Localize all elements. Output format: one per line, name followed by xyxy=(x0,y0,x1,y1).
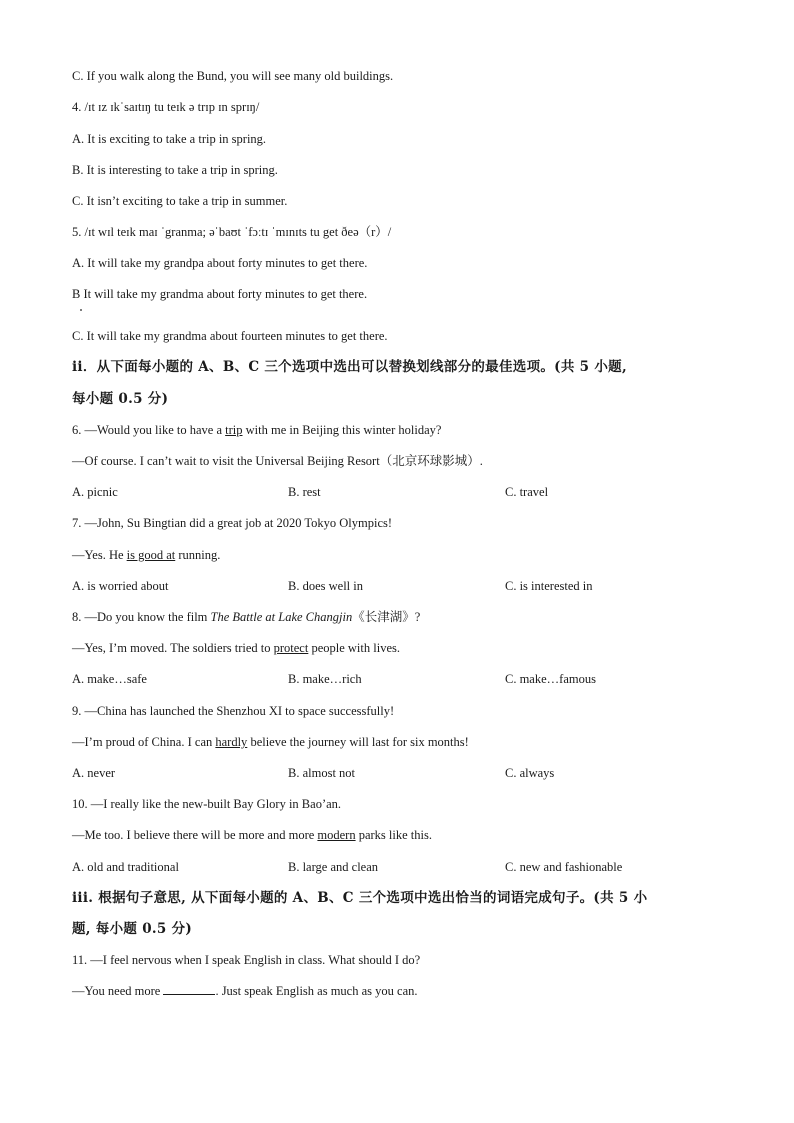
q9-option-b: B. almost not xyxy=(288,766,356,780)
q9-option-c: C. always xyxy=(505,766,555,780)
q11-response: —You need more . Just speak English as much as you can. xyxy=(72,984,418,998)
q6-option-c: C. travel xyxy=(505,485,549,499)
q10-underlined-word: modern xyxy=(317,828,356,842)
q5-phonetic: 5. /ɪt wɪl teɪk maɪ ˈgranma; əˈbaʊt ˈfɔːtɪ ˈmɪnɪts tu get ðeə（r）/ xyxy=(72,225,392,239)
q7-option-c: C. is interested in xyxy=(505,579,593,593)
q7-option-a: A. is worried about xyxy=(72,579,169,593)
q5-option-c: C. It will take my grandma about fourteen minutes to get there. xyxy=(72,329,388,343)
q5-option-b: B It will take my grandma about forty minutes to get there. xyxy=(72,287,368,301)
q4-option-a: A. It is exciting to take a trip in spring. xyxy=(72,132,267,146)
section-ii-heading-line1: ii．从下面每小题的 A、B、C 三个选项中选出可以替换划线部分的最佳选项。(共 5 小题, xyxy=(72,359,627,375)
q8-underlined-word: protect xyxy=(273,641,309,655)
q6-option-b: B. rest xyxy=(288,485,321,499)
q9-option-a: A. never xyxy=(72,766,116,780)
q11-question: 11. —I feel nervous when I speak English in class. What should I do? xyxy=(72,953,421,967)
q11-answer-blank xyxy=(163,983,215,995)
q10-option-c: C. new and fashionable xyxy=(505,860,623,874)
q8-option-c: C. make…famous xyxy=(505,672,596,686)
q7-question: 7. —John, Su Bingtian did a great job at 2020 Tokyo Olympics! xyxy=(72,516,393,530)
section-iii-heading-line1: iii. 根据句子意思, 从下面每小题的 A、B、C 三个选项中选出恰当的词语完成句子。(共 5 小 xyxy=(72,890,648,906)
q8-option-b: B. make…rich xyxy=(288,672,362,686)
q10-option-a: A. old and traditional xyxy=(72,860,179,874)
q3-option-c: C. If you walk along the Bund, you will see many old buildings. xyxy=(72,69,394,83)
q10-question: 10. —I really like the new-built Bay Glory in Bao’an. xyxy=(72,797,342,811)
q7-option-b: B. does well in xyxy=(288,579,363,593)
q9-question: 9. —China has launched the Shenzhou XI to space successfully! xyxy=(72,704,395,718)
q6-question: 6. —Would you like to have a trip with me in Beijing this winter holiday? xyxy=(72,423,442,437)
q5-option-a: A. It will take my grandpa about forty minutes to get there. xyxy=(72,256,368,270)
q6-option-a: A. picnic xyxy=(72,485,118,499)
q8-response: —Yes, I’m moved. The soldiers tried to protect people with lives. xyxy=(72,641,400,655)
q10-option-b: B. large and clean xyxy=(288,860,379,874)
section-ii-heading-line2: 每小题 0.5 分) xyxy=(72,391,169,407)
q9-response: —I’m proud of China. I can hardly believe the journey will last for six months! xyxy=(72,735,469,749)
q8-film-title: The Battle at Lake Changjin xyxy=(210,610,353,624)
q6-underlined-word: trip xyxy=(225,423,243,437)
q7-response: —Yes. He is good at running. xyxy=(72,548,221,562)
q4-option-c: C. It isn’t exciting to take a trip in summer. xyxy=(72,194,288,208)
q4-option-b: B. It is interesting to take a trip in spring. xyxy=(72,163,278,177)
q8-question: 8. —Do you know the film The Battle at Lake Changjin《长津湖》? xyxy=(72,610,421,624)
q10-response: —Me too. I believe there will be more and more modern parks like this. xyxy=(72,828,432,842)
q6-response: —Of course. I can’t wait to visit the Universal Beijing Resort（北京环球影城）. xyxy=(72,454,483,468)
q4-phonetic: 4. /ɪt ɪz ɪkˈsaɪtɪŋ tu teɪk ə trɪp ɪn sprɪŋ/ xyxy=(72,100,260,114)
q7-underlined-phrase: is good at xyxy=(126,548,176,562)
q9-underlined-word: hardly xyxy=(215,735,248,749)
stray-dot xyxy=(80,309,82,311)
q8-option-a: A. make…safe xyxy=(72,672,147,686)
section-iii-heading-line2: 题, 每小题 0.5 分) xyxy=(72,921,193,937)
